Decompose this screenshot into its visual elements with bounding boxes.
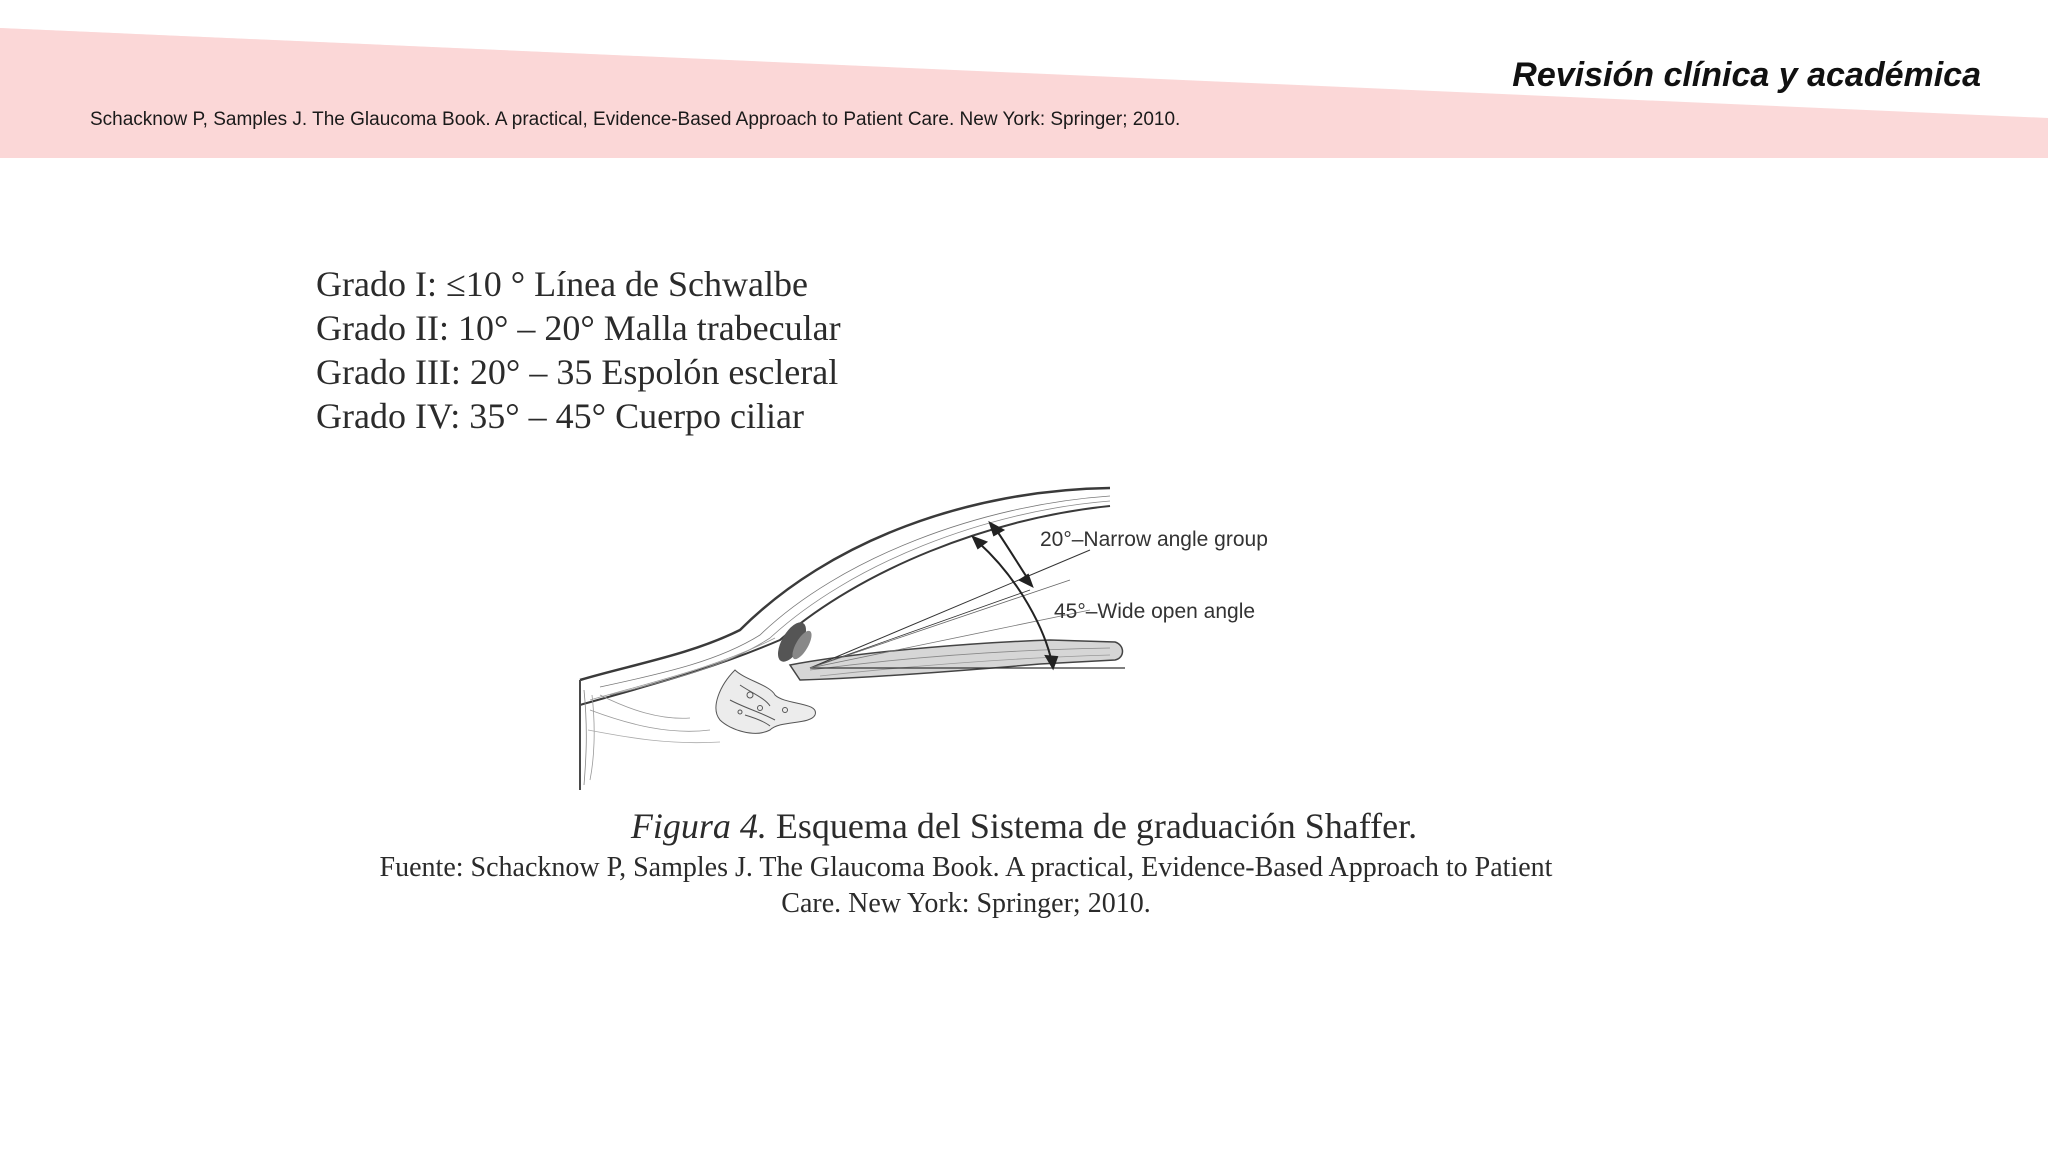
figure-caption-text: Esquema del Sistema de graduación Shaffer. [766,806,1418,846]
iris-shape [790,640,1123,680]
grade-item: Grado IV: 35° – 45° Cuerpo ciliar [316,396,805,436]
header-reference: Schacknow P, Samples J. The Glaucoma Book. A practical, Evidence-Based Approach to Patient Care. New York: Springer; 2010. [90,109,1181,130]
grade-item: Grado II: 10° – 20° Malla trabecular [316,308,841,348]
grade-list [316,262,841,438]
trabecular-meshwork [772,618,815,666]
grade-item: Grado III: 20° – 35 Espolón escleral [316,352,839,392]
narrow-angle-arc [990,523,1032,586]
figure-number: Figura 4. [630,806,767,846]
wide-angle-label: 45°–Wide open angle [1054,600,1256,623]
narrow-angle-label: 20°–Narrow angle group [1040,528,1268,551]
figure-source-line: Care. New York: Springer; 2010. [781,888,1151,919]
shaffer-angle-diagram [570,480,1390,800]
figure-source-line: Fuente: Schacknow P, Samples J. The Glaucoma Book. A practical, Evidence-Based Approach to Patient [379,852,1553,883]
figure-caption [0,805,2048,847]
figure-source [290,850,1642,922]
header-title: Revisión clínica y académica [1512,56,1981,94]
grade-item: Grado I: ≤10 ° Línea de Schwalbe [316,264,808,304]
